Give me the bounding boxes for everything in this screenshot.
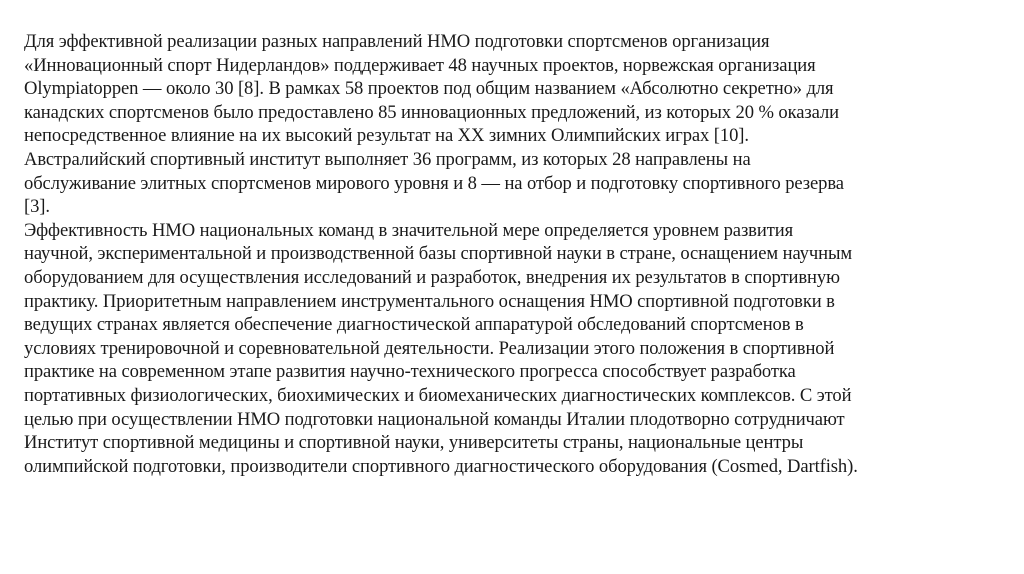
text-line: обслуживание элитных спортсменов мирового уровня и 8 — на отбор и подготовку спортивного резерва (24, 172, 844, 194)
paragraph-2 (24, 219, 1009, 479)
text-line: непосредственное влияние на их высокий результат на XX зимних Олимпийских играх [10]. (24, 125, 749, 147)
text-line: «Инновационный спорт Нидерландов» поддерживает 48 научных проектов, норвежская организация (24, 54, 816, 76)
text-line: портативных физиологических, биохимических и биомеханических диагностических комплексов. С этой (24, 384, 852, 406)
text-line: целью при осуществлении НМО подготовки национальной команды Италии плодотворно сотрудничают (24, 408, 845, 430)
text-line: оборудованием для осуществления исследований и разработок, внедрения их результатов в спортивную (24, 266, 840, 288)
paragraph-1 (24, 30, 1009, 219)
text-line: ведущих странах является обеспечение диагностической аппаратурой обследований спортсменов в (24, 314, 804, 336)
text-line: практику. Приоритетным направлением инструментального оснащения НМО спортивной подготовки в (24, 290, 835, 312)
text-line: канадских спортсменов было предоставлено 85 инновационных предложений, из которых 20 % оказали (24, 101, 839, 123)
text-line: Olympiatoppen — около 30 [8]. В рамках 58 проектов под общим названием «Абсолютно секретно» для (24, 78, 834, 100)
text-line: Эффективность НМО национальных команд в значительной мере определяется уровнем развития (24, 219, 794, 241)
text-line: Для эффективной реализации разных направлений НМО подготовки спортсменов организация (24, 31, 770, 52)
text-line: Институт спортивной медицины и спортивной науки, университеты страны, национальные центры (24, 432, 804, 454)
text-line: практике на современном этапе развития научно-технического прогресса способствует разработка (24, 361, 796, 383)
text-line: олимпийской подготовки, производители спортивного диагностического оборудования (Cosmed, Dartfish). (24, 455, 858, 477)
document-body (24, 30, 1009, 478)
text-line: научной, экспериментальной и производственной базы спортивной науки в стране, оснащением научным (24, 243, 853, 265)
text-line: условиях тренировочной и соревновательной деятельности. Реализации этого положения в спортивной (24, 337, 835, 359)
text-line: Австралийский спортивный институт выполняет 36 программ, из которых 28 направлены на (24, 148, 751, 170)
text-line: [3]. (24, 196, 50, 218)
